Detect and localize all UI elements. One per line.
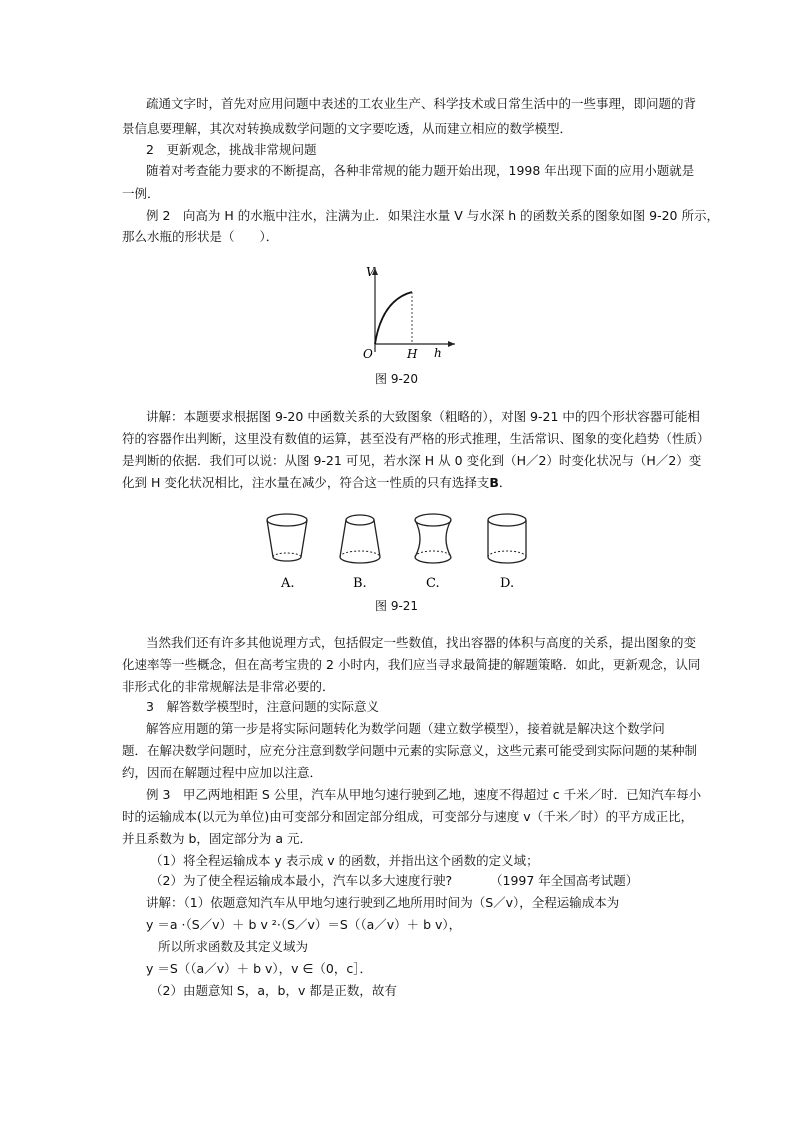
text-span: ． xyxy=(498,475,512,490)
formula-line: y ＝S（（a／v）＋ b v），v ∈（0，c］． xyxy=(146,961,372,976)
axis-v-label: V xyxy=(366,265,375,279)
text-line: （2）由题意知 S，a，b，v 都是正数，故有 xyxy=(150,983,397,998)
label-b: B. xyxy=(353,576,367,591)
container-a xyxy=(267,514,307,561)
text-line: 景信息要理解，其次对转换成数学问题的文字要吃透，从而建立相应的数学模型． xyxy=(122,121,573,136)
label-c: C. xyxy=(426,576,440,591)
text-line: 讲解：（1）依题意知汽车从甲地匀速行驶到乙地所用时间为（S／v），全程运输成本为 xyxy=(146,895,620,910)
example-line: 例 2 向高为 H 的水瓶中注水，注满为止．如果注水量 V 与水深 h 的函数关系的图象如图 9-20 所示， xyxy=(146,208,719,223)
text-line: 讲解：本题要求根据图 9-20 中函数关系的大致图象（粗略的），对图 9-21 中的四个形状容器可能相 xyxy=(146,409,700,424)
figure-9-21-containers xyxy=(255,505,545,595)
figure-9-20-graph xyxy=(340,260,460,365)
label-d: D. xyxy=(500,576,515,591)
section-heading: 2 更新观念，挑战非常规问题 xyxy=(146,142,317,157)
text-line: 题．在解决数学问题时，应充分注意到数学问题中元素的实际意义，这些元素可能受到实际问题的某种制 xyxy=(122,743,698,758)
text-line: 化速率等一些概念，但在高考宝贵的 2 小时内，我们应当寻求最简捷的解题策略．如此，更新观念，认同 xyxy=(122,657,701,672)
text-line: 时的运输成本(以元为单位)由可变部分和固定部分组成，可变部分与速度 v（千米／时）的平方成正比， xyxy=(122,809,694,824)
source-note: （1997 年全国高考试题） xyxy=(490,873,639,888)
H-label: H xyxy=(407,347,418,361)
text-line: 并且系数为 b，固定部分为 a 元． xyxy=(122,831,313,846)
text-span: 化到 H 变化状况相比，注水量在减少，符合这一性质的只有选择支 xyxy=(122,475,490,490)
text-line: 当然我们还有许多其他说理方式，包括假定一些数值，找出容器的体积与高度的关系，提出图象的变 xyxy=(146,635,697,650)
question-1: （1）将全程运输成本 y 表示成 v 的函数，并指出这个函数的定义域； xyxy=(150,853,539,868)
example-line: 例 3 甲乙两地相距 S 公里，汽车从甲地匀速行驶到乙地，速度不得超过 c 千米／时．已知汽车每小 xyxy=(146,787,702,802)
container-c xyxy=(415,514,451,563)
text-line: 一例． xyxy=(122,186,160,201)
figure-caption: 图 9-20 xyxy=(375,372,419,386)
text-line: 是判断的依据．我们可以说：从图 9-21 可见，若水深 H 从 0 变化到（H／2）时变化状况与（H／2）变 xyxy=(122,453,702,468)
text-line: 解答应用题的第一步是将实际问题转化为数学问题（建立数学模型），接着就是解决这个数学问 xyxy=(146,721,665,736)
answer-choice: B xyxy=(489,475,499,490)
section-heading: 3 解答数学模型时，注意问题的实际意义 xyxy=(146,699,379,714)
formula-line: y ＝a ·（S／v）＋ b v ²·（S／v）＝S（（a／v）＋ b v）， xyxy=(146,917,462,932)
text-line: 非形式化的非常规解法是非常必要的． xyxy=(122,679,335,694)
axis-h-label: h xyxy=(434,346,442,360)
container-d xyxy=(488,514,526,563)
text-line: 那么水瓶的形状是（ ）． xyxy=(122,229,279,244)
text-line: 所以所求函数及其定义域为 xyxy=(158,939,309,954)
text-line: 随着对考查能力要求的不断提高，各种非常规的能力题开始出现，1998 年出现下面的应用小题就是 xyxy=(146,163,695,178)
text-line: 约，因而在解题过程中应加以注意． xyxy=(122,765,323,780)
figure-caption: 图 9-21 xyxy=(375,599,419,613)
origin-label: O xyxy=(363,347,373,361)
container-b xyxy=(340,515,380,563)
question-2: （2）为了使全程运输成本最小，汽车以多大速度行驶? xyxy=(150,873,453,888)
label-a: A. xyxy=(281,576,295,591)
text-line xyxy=(122,474,511,492)
text-line: 符的容器作出判断，这里没有数值的运算，甚至没有严格的形式推理，生活常识、图象的变化趋势（性质） xyxy=(122,431,710,446)
text-line: 疏通文字时，首先对应用问题中表述的工农业生产、科学技术或日常生活中的一些事理，即问题的背 xyxy=(146,96,697,111)
